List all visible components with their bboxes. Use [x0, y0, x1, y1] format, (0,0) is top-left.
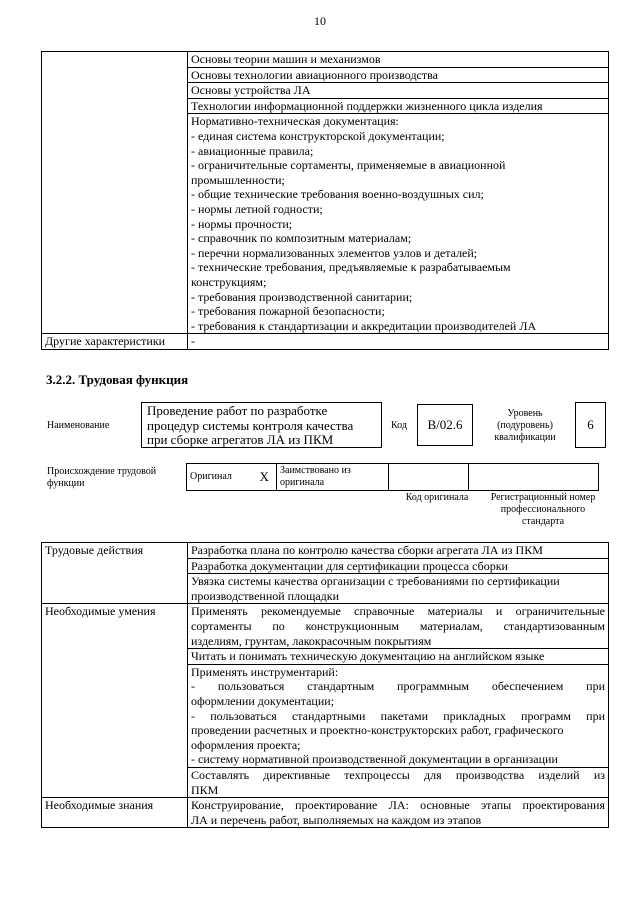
- original-label: Оригинал: [187, 464, 253, 491]
- registration-caption-line: стандарта: [521, 516, 565, 527]
- registration-caption-line: профессионального: [500, 504, 586, 515]
- required-skills-label: Необходимые умения: [42, 604, 188, 798]
- skill-line: Составлять директивные техпроцессы для производства изделий из: [191, 767, 605, 782]
- labor-action-item: [188, 558, 609, 574]
- knowledge-continuation-table: [41, 51, 609, 350]
- origin-label-line: функции: [47, 478, 85, 489]
- normative-line: - ограничительные сортаменты, применяемые в авиационной: [191, 158, 506, 173]
- labor-action-line: производственной площадки: [191, 588, 340, 603]
- knowledge-item: Основы теории машин и механизмов: [188, 52, 609, 68]
- function-name-line: процедур системы контроля качества: [147, 417, 354, 433]
- skill-line: Читать и понимать техническую документацию на английском языке: [191, 649, 545, 664]
- registration-caption-line: Регистрационный номер: [490, 492, 596, 503]
- level-label-line: квалификации: [494, 432, 556, 443]
- skill-line: ПКМ: [191, 782, 219, 797]
- registration-number-cell: [469, 464, 599, 491]
- normative-documentation-list: [188, 114, 609, 334]
- required-knowledge-label: Необходимые знания: [42, 798, 188, 828]
- labor-action-item: [188, 543, 609, 559]
- function-name-box: [141, 402, 382, 448]
- origin-label: [47, 466, 156, 490]
- knowledge-item: [188, 798, 609, 828]
- normative-line: промышленности;: [191, 172, 285, 187]
- normative-line: - требования к стандартизации и аккредитации производителей ЛА: [191, 318, 537, 333]
- other-characteristics-label: Другие характеристики: [42, 334, 188, 350]
- code-value-box: [417, 404, 473, 446]
- skill-item: [188, 664, 609, 767]
- code-value: B/02.6: [427, 416, 463, 432]
- borrowed-label-line: оригинала: [280, 477, 325, 488]
- normative-line: - единая система конструкторской документации;: [191, 128, 445, 143]
- skill-line: - пользоваться стандартным программным обеспечением при: [191, 679, 605, 694]
- normative-line: Нормативно-техническая документация:: [191, 114, 399, 129]
- level-label: [481, 408, 569, 444]
- original-code-cell: [389, 464, 469, 491]
- function-name-line: Проведение работ по разработке: [147, 403, 328, 418]
- empty-label-cell: [42, 52, 188, 334]
- origin-table: [186, 463, 599, 491]
- registration-caption: [478, 492, 608, 528]
- skill-line: - пользоваться стандартными пакетами прикладных программ при: [191, 708, 605, 723]
- skill-item: [188, 604, 609, 649]
- labor-action-line: Увязка системы качества организации с требованиями по сертификации: [191, 574, 560, 589]
- code-original-caption: Код оригинала: [405, 492, 469, 503]
- origin-label-line: Происхождение трудовой: [47, 466, 157, 477]
- skill-line: изделиям, грунтам, лакокрасочным покрытиям: [191, 633, 432, 648]
- labor-function-table: [41, 542, 609, 828]
- labor-action-item: [188, 574, 609, 604]
- skill-item: [188, 649, 609, 665]
- page-number: 10: [314, 14, 326, 28]
- level-label-line: (подуровень): [497, 420, 553, 431]
- skill-line: оформлении документации;: [191, 693, 335, 708]
- code-label: Код: [391, 420, 407, 431]
- borrowed-label-line: Заимствовано из: [280, 465, 351, 476]
- normative-line: - справочник по композитным материалам;: [191, 231, 412, 246]
- skill-line: оформления проекта;: [191, 737, 301, 752]
- skill-line: Применять рекомендуемые справочные материалы и ограничительные: [191, 604, 605, 619]
- level-label-line: Уровень: [507, 408, 543, 419]
- normative-line: - нормы прочности;: [191, 216, 293, 231]
- normative-line: - технические требования, предъявляемые к разрабатываемым: [191, 260, 511, 275]
- knowledge-item: Основы технологии авиационного производства: [188, 67, 609, 83]
- skill-item: [188, 767, 609, 797]
- normative-line: - авиационные правила;: [191, 143, 314, 158]
- borrowed-label: [277, 464, 389, 491]
- normative-line: - требования производственной санитарии;: [191, 289, 413, 304]
- skill-line: - систему нормативной производственной документации в организации: [191, 752, 558, 767]
- labor-action-line: Разработка плана по контролю качества сборки агрегата ЛА из ПКМ: [191, 543, 543, 557]
- other-characteristics-value: -: [188, 334, 609, 350]
- labor-action-line: Разработка документации для сертификации процесса сборки: [191, 558, 508, 573]
- level-value-box: [575, 402, 606, 448]
- skill-line: проведении расчетных и проектно-конструкторских работ, графического: [191, 723, 564, 738]
- knowledge-line: ЛА и перечень работ, выполняемых на каждом из этапов: [191, 812, 482, 827]
- knowledge-item: Основы устройства ЛА: [188, 83, 609, 99]
- skill-line: сортаменты по конструкционным материалам, стандартизованным: [191, 618, 605, 633]
- original-mark: X: [253, 464, 277, 491]
- normative-line: конструкциям;: [191, 274, 267, 289]
- normative-line: - требования пожарной безопасности;: [191, 304, 385, 319]
- knowledge-line: Конструирование, проектирование ЛА: основные этапы проектирования: [191, 798, 605, 813]
- labor-actions-label: Трудовые действия: [42, 543, 188, 604]
- normative-line: - перечни нормализованных элементов узлов и деталей;: [191, 245, 478, 260]
- skill-line: Применять инструментарий:: [191, 664, 339, 679]
- level-value: 6: [587, 416, 594, 432]
- normative-line: - нормы летной годности;: [191, 201, 323, 216]
- normative-line: - общие технические требования военно-воздушных сил;: [191, 187, 484, 202]
- name-label: Наименование: [47, 420, 110, 431]
- knowledge-item: Технологии информационной поддержки жизненного цикла изделия: [188, 98, 609, 114]
- section-heading: 3.2.2. Трудовая функция: [46, 372, 189, 387]
- function-name-line: при сборке агрегатов ЛА из ПКМ: [147, 432, 334, 447]
